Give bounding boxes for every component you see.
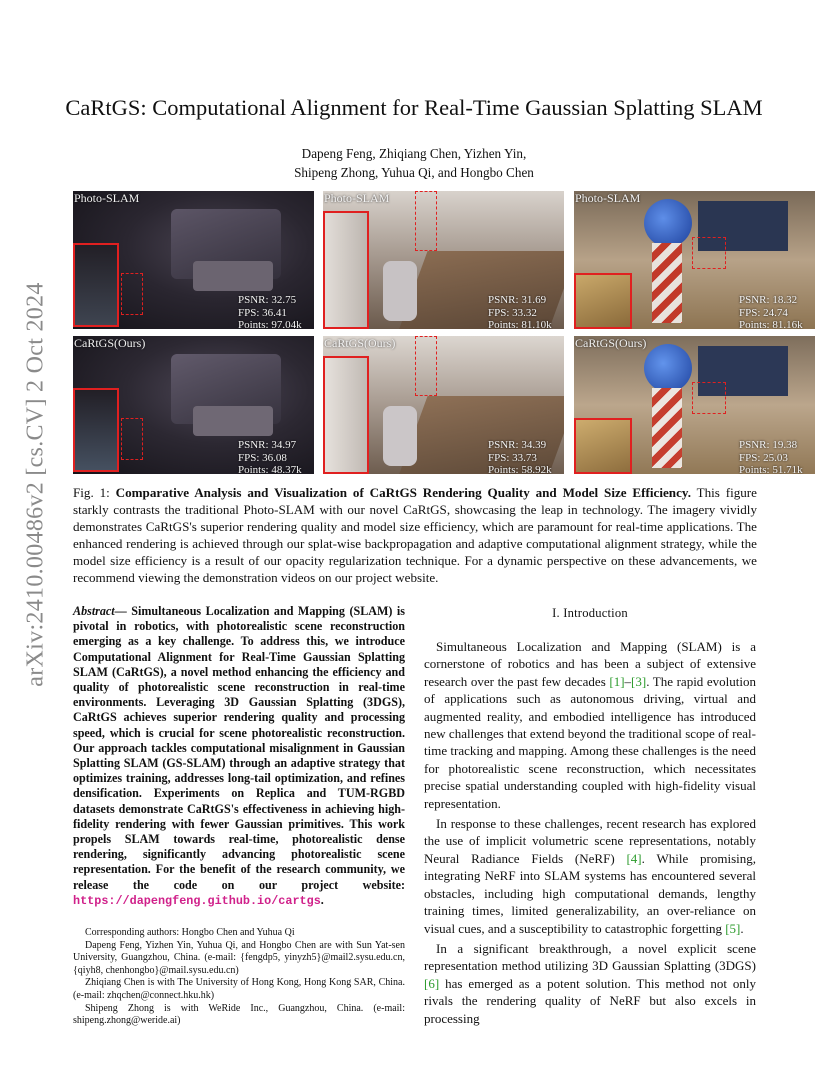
fps-value: FPS: 33.32 [488,306,537,319]
figure-panel-photoslam-3 [574,191,815,329]
points-value: Points: 97.04k [238,319,302,329]
panel-metrics [739,439,813,474]
figure-1 [73,191,803,474]
panel-metrics [238,294,312,329]
abstract-end: . [320,892,324,907]
panel-label: CaRtGS(Ours) [74,336,146,350]
panel-metrics [488,439,562,474]
authors-line-1: Dapeng Feng, Zhiqiang Chen, Yizhen Yin, [301,146,527,161]
fps-value: FPS: 24.74 [739,306,788,319]
paper-title: CaRtGS: Computational Alignment for Real-Time Gaussian Splatting SLAM [65,95,763,120]
intro-paragraph-1 [424,638,756,812]
introduction-body [424,638,756,1027]
footnote-affiliation-2: Zhiqiang Chen is with The University of Hong Kong, Hong Kong SAR, China. (e-mail: zhqchen@connect.hku.hk) [73,977,405,1002]
panel-label: Photo-SLAM [575,191,641,205]
points-value: Points: 58.92k [488,464,552,474]
citation-link[interactable]: [3] [631,673,647,689]
footnotes [73,927,405,1028]
arxiv-identifier-text: arXiv:2410.00486v2 [cs.CV] 2 Oct 2024 [22,281,49,687]
figure-panel-photoslam-2 [323,191,564,329]
panel-label: Photo-SLAM [74,191,140,205]
panel-metrics [238,439,312,474]
paragraph-text: In a significant breakthrough, a novel explicit scene representation method utilizing 3D Gaussian Splatting (3DGS) [424,940,756,974]
arxiv-identifier [22,281,50,687]
citation-link[interactable]: [6] [424,975,440,991]
intro-paragraph-2 [424,815,756,937]
paragraph-text: . While promising, integrating NeRF into SLAM systems has encountered several obstacles, including high computational demands, lengthy training times, limited generalizability, an over-reliance on visual cues, and a susceptibility to catastrophic forgetting [424,850,756,936]
abstract-dash: — [114,604,132,618]
caption-bold: Comparative Analysis and Visualization of CaRtGS Rendering Quality and Model Size Efficiency. [115,485,691,500]
paragraph-text: has emerged as a potent solution. This method not only rivals the rendering quality of NeRF but also excels in processing [424,975,756,1026]
footnote-affiliation-3: Shipeng Zhong is with WeRide Inc., Guangzhou, China. (e-mail: shipeng.zhong@weride.ai) [73,1002,405,1027]
psnr-value: PSNR: 31.69 [488,294,547,307]
fps-value: FPS: 36.41 [238,306,287,319]
figure-panel-cartgs-2 [323,336,564,474]
citation-link[interactable]: [1] [609,673,625,689]
points-value: Points: 51.71k [739,464,803,474]
paragraph-text: . [740,920,744,936]
psnr-value: PSNR: 19.38 [739,439,798,452]
points-value: Points: 81.10k [488,319,552,329]
author-list [200,144,628,182]
citation-link[interactable]: [5] [725,920,741,936]
fps-value: FPS: 36.08 [238,451,287,464]
points-value: Points: 48.37k [238,464,302,474]
authors-line-2: Shipeng Zhong, Yuhua Qi, and Hongbo Chen [294,165,534,180]
psnr-value: PSNR: 34.97 [238,439,297,452]
footnote-affiliation-1: Dapeng Feng, Yizhen Yin, Yuhua Qi, and Hongbo Chen are with Sun Yat-sen University, Guangzhou, China. (e-mail: {fengdp5, yinyzh5}@mail2.sysu.edu.cn, {qiyh8, chenhongbo}@mail.sysu.edu.cn) [73,939,405,976]
fps-value: FPS: 33.73 [488,451,537,464]
panel-label: CaRtGS(Ours) [575,336,647,350]
figure-panel-cartgs-1 [73,336,314,474]
paragraph-text: – [624,673,632,689]
panel-label: Photo-SLAM [324,191,390,205]
points-value: Points: 81.16k [739,319,803,329]
psnr-value: PSNR: 34.39 [488,439,547,452]
right-column [424,606,756,1030]
figure-panel-photoslam-1 [73,191,314,329]
paragraph-text: . The rapid evolution of applications such as autonomous driving, virtual and augmented reality, and embodied intelligence has introduced new challenges that extend beyond the traditional scope of real-time tracking and mapping. Among these challenges is the need for photorealistic scene reconstruction, which necessitates precise spatial understanding coupled with high-fidelity visual representation. [424,673,756,811]
figure-caption [73,485,757,586]
left-column [73,604,405,1028]
caption-text: This figure starkly contrasts the traditional Photo-SLAM with our novel CaRtGS, showcasing the leap in technology. The imagery vividly demonstrates CaRtGS's superior rendering quality and model size efficiency, which are paramount for real-time applications. The enhanced rendering is achieved through our splat-wise backpropagation and adaptive computational alignment strategy, while the model size efficiency is a result of our opacity regularization technique. For a dynamic perspective on these advancements, we recommend viewing the demonstration videos on our project website. [73,485,757,585]
psnr-value: PSNR: 18.32 [739,294,798,307]
abstract-label: Abstract [73,604,115,618]
footnote-corresponding: Corresponding authors: Hongbo Chen and Yuhua Qi [85,927,295,939]
panel-metrics [739,294,813,329]
figure-panel-cartgs-3 [574,336,815,474]
panel-metrics [488,294,562,329]
intro-paragraph-3 [424,940,756,1027]
abstract-text: Simultaneous Localization and Mapping (SLAM) is pivotal in robotics, with photorealistic scene reconstruction emerging as a key challenge. To address this, we introduce Computational Alignment for Real-Time Gaussian Splatting SLAM (CaRtGS), a novel method enhancing the efficiency and quality of photorealistic scene reconstruction in real-time environments. Leveraging 3D Gaussian Splatting (3DGS), CaRtGS achieves superior rendering quality and processing speed, which is crucial for scene photorealistic reconstruction. Our approach tackles computational misalignment in Gaussian Splatting SLAM (GS-SLAM) through an adaptive strategy that optimizes training, addresses long-tail optimization, and refines densification. Experiments on Replica and TUM-RGBD datasets demonstrate CaRtGS's effectiveness in achieving high-fidelity rendering with fewer Gaussian primitives. This work propels SLAM towards real-time, photorealistic dense rendering, significantly advancing photorealistic scene representation. For the benefit of the research community, we release the code on our project website: [73,604,405,892]
caption-label: Fig. 1: [73,485,116,500]
citation-link[interactable]: [4] [626,850,642,866]
panel-label: CaRtGS(Ours) [324,336,396,350]
fps-value: FPS: 25.03 [739,451,788,464]
paragraph-text: In response to these challenges, recent research has explored the use of implicit volumetric scene representations, notably Neural Radiance Fields (NeRF) [424,816,756,866]
section-heading-introduction: I. Introduction [552,606,628,620]
psnr-value: PSNR: 32.75 [238,294,297,307]
paragraph-text: Simultaneous Localization and Mapping (SLAM) is a cornerstone of robotics and has been a subject of extensive research over the past few decades [424,639,756,689]
abstract [73,604,405,909]
project-link[interactable]: https://dapengfeng.github.io/cartgs [73,893,321,908]
